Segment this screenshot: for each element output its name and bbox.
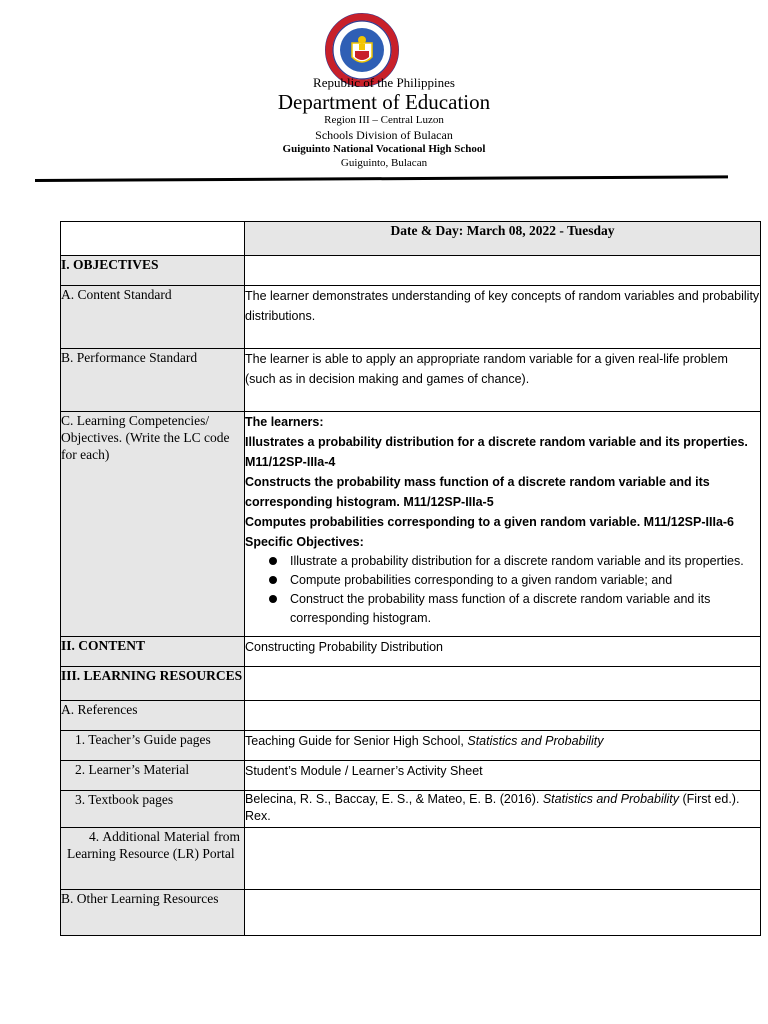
bullet-icon <box>269 595 277 603</box>
learning-resources-value <box>245 667 761 701</box>
textbook-authors: Belecina, R. S., Baccay, E. S., & Mateo, E. B. (2016). <box>245 792 543 806</box>
bullet-icon <box>269 557 277 565</box>
content-standard-label: A. Content Standard <box>61 286 245 349</box>
empty-corner-cell <box>61 222 245 256</box>
objectives-label: I. OBJECTIVES <box>61 256 245 286</box>
additional-material-label: 4. Additional Material from Learning Resource (LR) Portal <box>61 828 245 890</box>
school-name: Guiguinto National Vocational High School <box>282 143 486 155</box>
table-row <box>61 701 761 731</box>
list-item <box>290 590 760 628</box>
teachers-guide-text: Teaching Guide for Senior High School, <box>245 734 468 748</box>
region-text: Region III – Central Luzon <box>324 114 444 126</box>
bullet-icon <box>269 576 277 584</box>
teachers-guide-value <box>245 731 761 761</box>
objectives-value <box>245 256 761 286</box>
table-row <box>61 761 761 791</box>
textbook-value <box>245 791 761 828</box>
date-day-header: Date & Day: March 08, 2022 - Tuesday <box>245 222 761 256</box>
learning-resources-label: III. LEARNING RESOURCES <box>61 667 245 701</box>
list-item <box>290 571 760 590</box>
specific-objective-text: Construct the probability mass function of a discrete random variable and its corresponding histogram. <box>290 592 711 625</box>
table-row <box>61 731 761 761</box>
table-row <box>61 412 761 637</box>
performance-standard-label: B. Performance Standard <box>61 349 245 412</box>
list-item <box>290 552 760 571</box>
table-row <box>61 349 761 412</box>
competencies-value <box>245 412 761 637</box>
department-title: Department of Education <box>277 90 491 114</box>
table-row <box>61 637 761 667</box>
learners-material-label: 2. Learner’s Material <box>61 761 245 791</box>
content-standard-value: The learner demonstrates understanding of key concepts of random variables and probability distributions. <box>245 286 761 349</box>
textbook-label: 3. Textbook pages <box>61 791 245 828</box>
table-row <box>61 667 761 701</box>
header-divider <box>35 175 728 182</box>
teachers-guide-title: Statistics and Probability <box>467 734 604 748</box>
competency-item: Constructs the probability mass function of a discrete random variable and its corresponding histogram. M11/12SP-IIIa-5 <box>245 475 710 509</box>
performance-standard-value: The learner is able to apply an appropriate random variable for a given real-life problem (such as in decision making and games of chance). <box>245 349 761 412</box>
content-value: Constructing Probability Distribution <box>245 637 761 667</box>
specific-objectives-list <box>245 552 760 628</box>
table-row <box>61 256 761 286</box>
table-row <box>61 286 761 349</box>
additional-material-value <box>245 828 761 890</box>
competencies-label: C. Learning Competencies/ Objectives. (Write the LC code for each) <box>61 412 245 637</box>
table-row <box>61 890 761 936</box>
republic-text: Republic of the Philippines <box>313 75 455 90</box>
table-row <box>61 791 761 828</box>
other-resources-label: B. Other Learning Resources <box>61 890 245 936</box>
references-label: A. References <box>61 701 245 731</box>
other-resources-value <box>245 890 761 936</box>
references-value <box>245 701 761 731</box>
competency-item: Computes probabilities corresponding to a given random variable. M11/12SP-IIIa-6 <box>245 515 735 529</box>
specific-objective-text: Compute probabilities corresponding to a given random variable; and <box>290 573 673 587</box>
lesson-plan-table <box>60 221 761 936</box>
table-row <box>61 828 761 890</box>
competency-item: Illustrates a probability distribution for a discrete random variable and its properties. M11/12SP-IIIa-4 <box>245 435 748 469</box>
specific-objectives-heading: Specific Objectives: <box>245 535 364 549</box>
division-text: Schools Division of Bulacan <box>315 128 453 142</box>
specific-objective-text: Illustrate a probability distribution for a discrete random variable and its properties. <box>290 554 744 568</box>
learners-heading: The learners: <box>245 415 324 429</box>
teachers-guide-label: 1. Teacher’s Guide pages <box>61 731 245 761</box>
textbook-edition: (First ed.). Rex. <box>245 792 740 823</box>
content-label: II. CONTENT <box>61 637 245 667</box>
textbook-title: Statistics and Probability <box>542 792 680 806</box>
learners-material-value: Student’s Module / Learner’s Activity Sheet <box>245 761 761 791</box>
town-text: Guiguinto, Bulacan <box>340 157 428 169</box>
table-row <box>61 222 761 256</box>
